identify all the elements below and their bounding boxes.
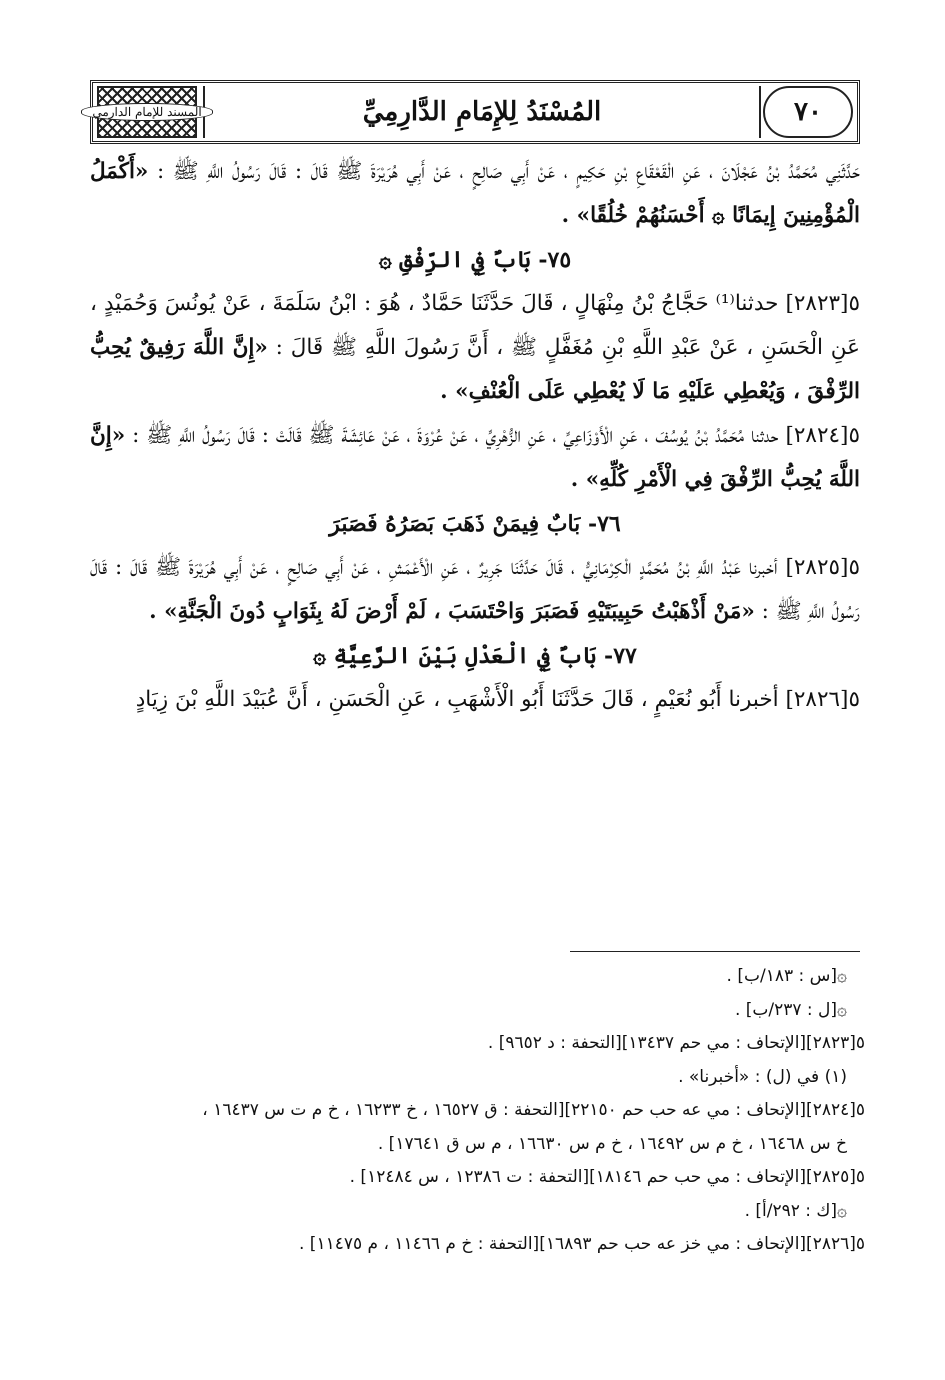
page-number: ٧٠ — [763, 86, 853, 138]
footnote: ٥[٢٨٢٥][الإتحاف : مي حب حم ١٨١٤٦][التحفة : ت ١٢٣٨٦ ، س ١٢٤٨٤] . — [349, 1167, 865, 1187]
text-line: ﷺ قَالَ : قَالَ رَسُولُ اللَّهِ ﷺ : — [148, 159, 363, 184]
hadith-text: «إِنَّ اللَّهَ يُحِبُّ الرِّفْقَ فِي الْأَمْرِ كُلِّهِ» . — [90, 423, 860, 492]
hadith-entry-2823 — [90, 282, 860, 414]
footnote: ۞[ك : ٢٩٢/أ] . — [744, 1200, 847, 1221]
hadith-entry-2824 — [90, 414, 860, 502]
footnote: ٥[٢٨٢٣][الإتحاف : مي حم ١٣٤٣٧][التحفة : د ٩٦٥٢] . — [487, 1033, 865, 1053]
paragraph-continued — [90, 150, 860, 238]
hadith-entry-2825 — [90, 546, 860, 634]
isnad-text: ٥[٢٨٢٣] حدثنا⁽¹⁾ حَجَّاجُ بْنُ مِنْهَالٍ ، قَالَ حَدَّثَنَا حَمَّادٌ ، هُوَ : ابْنُ سَلَمَةَ ، عَنْ يُونُسَ وَحُمَيْدٍ ، عَنِ الْحَسَنِ ، عَنْ عَبْدِ اللَّهِ بْنِ مُغَفَّلٍ ﷺ ، أَنَّ رَسُولَ اللَّهِ ﷺ قَالَ : — [90, 291, 860, 360]
footnotes — [70, 960, 865, 1262]
text-line: حَدَّثَنِي مُحَمَّدُ بْنُ عَجْلَانَ ، عَنِ الْقَعْقَاعِ بْنِ حَكِيمٍ ، عَنْ أَبِي صَالِحٍ ، عَنْ أَبِي هُرَيْرَةَ — [370, 159, 860, 184]
footnote: ۞[ل : ٢٣٧/ب] . — [734, 999, 847, 1020]
chapter-heading-75: ٧٥- بَابٌ فِي الرِّفْقِ ۞ — [378, 247, 572, 273]
hadith-text: «أَكْمَلُ الْمُؤْمِنِينَ إِيمَانًا ۞ أَحْسَنُهُمْ خُلُقًا» . — [90, 159, 860, 228]
isnad-text: ٥[٢٨٢٤] حدثنا مُحَمَّدُ بْنُ يُوسُفَ ، عَنِ الْأَوْزَاعِيِّ ، عَنِ الزُّهْرِيِّ ، عَنْ عُرْوَةَ ، عَنْ عَائِشَةَ ﷺ قَالَتْ : قَالَ رَسُولُ اللَّهِ ﷺ : — [125, 423, 860, 448]
isnad-text: ٥[٢٨٢٥] أخبرنا عَبْدُ اللَّهِ بْنُ مُحَمَّدٍ الْكِرْمَانِيُّ ، قَالَ حَدَّثَنَا جَرِيرٌ ، عَنِ الْأَعْمَشِ ، عَنْ أَبِي صَالِحٍ ، عَنْ أَبِي هُرَيْرَةَ ﷺ قَالَ : قَالَ رَسُولُ اللَّهِ ﷺ : — [90, 555, 860, 624]
running-title: المُسْنَدُ لِلإِمَامِ الدَّارِمِيِّ — [203, 86, 761, 138]
footnote: (١) في (ل) : «أخبرنا» . — [678, 1066, 847, 1087]
hadith-entry-2826 — [90, 678, 860, 722]
ornament-left — [92, 86, 202, 138]
footnote: ٥[٢٨٢٦][الإتحاف : مي خز عه حب حم ١٦٨٩٣][التحفة : خ م ١١٤٦٦ ، م ١١٤٧٥] . — [299, 1234, 865, 1254]
hadith-text: «إِنَّ اللَّهَ رَفِيقٌ يُحِبُّ الرِّفْقَ ، وَيُعْطِي عَلَيْهِ مَا لَا يُعْطِي عَلَى الْعُنْفِ» . — [90, 335, 860, 404]
isnad-text: ٥[٢٨٢٦] أخبرنا أَبُو نُعَيْمٍ ، قَالَ حَدَّثَنَا أَبُو الْأَشْهَبِ ، عَنِ الْحَسَنِ ، أَنَّ عُبَيْدَ اللَّهِ بْنَ زِيَادٍ — [135, 687, 860, 712]
chapter-heading-76: ٧٦- بَابٌ فِيمَنْ ذَهَبَ بَصَرُهُ فَصَبَرَ — [329, 511, 621, 537]
footnote: ٥[٢٨٢٤][الإتحاف : مي عه حب حم ٢٢١٥٠][التحفة : ق ١٦٥٢٧ ، خ ١٦٢٣٣ ، خ م ت س ١٦٤٣٧ ، — [202, 1100, 865, 1120]
footnote-divider — [570, 951, 860, 952]
footnote: ۞[س : ١٨٣/ب] . — [726, 966, 847, 986]
ornament-caption: المسند للإمام الدارمي — [81, 103, 212, 121]
footnote-continued: خ س ١٦٤٦٨ ، خ م س ١٦٤٩٢ ، خ م س ١٦٦٣٠ ، م س ق ١٧٦٤١] . — [377, 1133, 847, 1154]
page-header — [90, 80, 860, 144]
hadith-text: «مَنْ أَذْهَبْتُ حَبِيبَتَيْهِ فَصَبَرَ وَاحْتَسَبَ ، لَمْ أَرْضَ لَهُ بِثَوَابٍ دُونَ الْجَنَّةِ» . — [149, 599, 755, 624]
main-text — [90, 150, 860, 722]
chapter-heading-77: ٧٧- بَابٌ فِي الْعَدْلِ بَيْنَ الرَّعِيَّةِ ۞ — [313, 643, 637, 669]
